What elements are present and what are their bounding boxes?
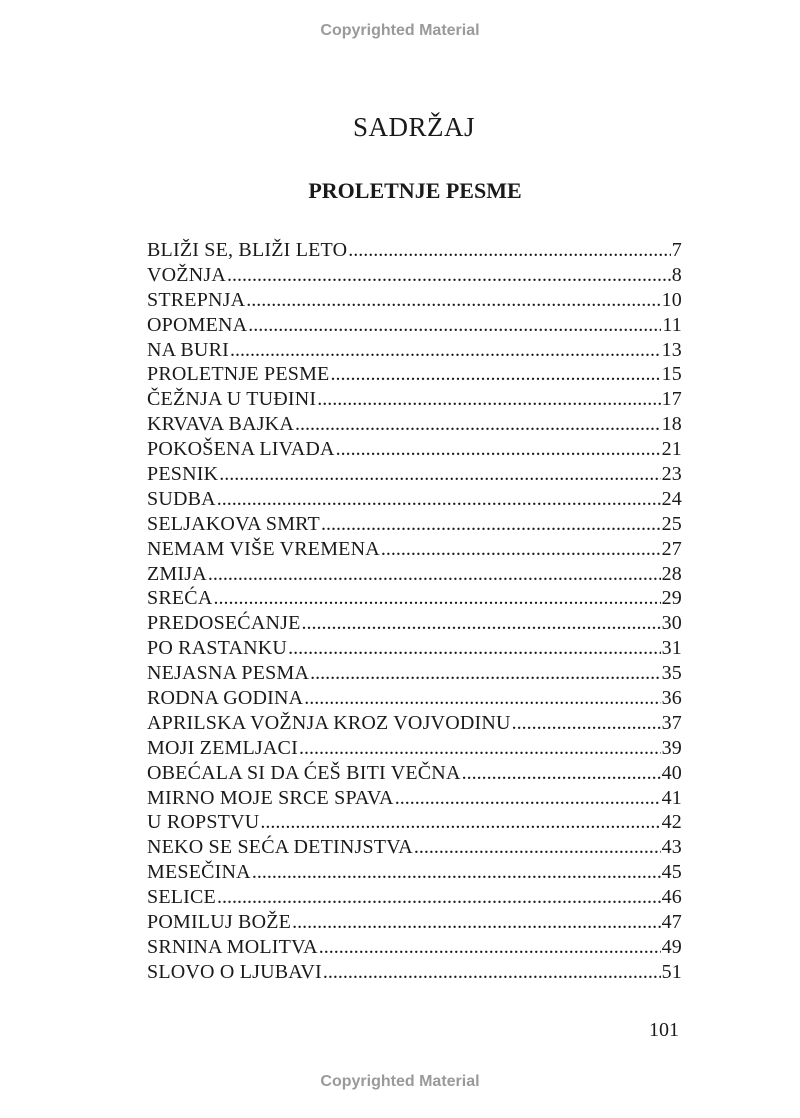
toc-entry-page: 39 <box>661 736 682 759</box>
toc-entry-title: KRVAVA BAJKA <box>147 413 294 436</box>
toc-entry-page: 18 <box>661 413 682 436</box>
toc-entry-title: NA BURI <box>147 338 229 361</box>
toc-entry-title: SLOVO O LJUBAVI <box>147 960 322 983</box>
toc-entry-page: 43 <box>661 836 682 859</box>
dot-leader <box>304 686 660 711</box>
toc-entry-title: U ROPSTVU <box>147 811 260 834</box>
toc-entry <box>147 736 682 761</box>
dot-leader <box>323 960 661 985</box>
toc-entry <box>147 338 682 363</box>
toc-entry <box>147 362 682 387</box>
dot-leader <box>462 761 661 786</box>
toc-entry-page: 10 <box>661 288 682 311</box>
toc-entry-title: STREPNJA <box>147 288 246 311</box>
toc-entry <box>147 412 682 437</box>
toc-entry-page: 31 <box>661 637 682 660</box>
dot-leader <box>336 437 661 462</box>
dot-leader <box>310 661 661 686</box>
toc-entry-title: PREDOSEĆANJE <box>147 612 301 635</box>
toc-entry-page: 8 <box>671 263 682 286</box>
dot-leader <box>246 288 660 313</box>
toc-entry-page: 37 <box>661 711 682 734</box>
toc-entry <box>147 263 682 288</box>
dot-leader <box>321 512 661 537</box>
toc-entry-page: 13 <box>661 338 682 361</box>
dot-leader <box>208 562 661 587</box>
dot-leader <box>330 362 660 387</box>
page-title: SADRŽAJ <box>352 112 476 142</box>
dot-leader <box>295 412 661 437</box>
toc-entry <box>147 711 682 736</box>
toc-entry <box>147 661 682 686</box>
toc-entry-page: 29 <box>661 587 682 610</box>
toc-entry-title: ZMIJA <box>147 562 207 585</box>
toc-entry-page: 49 <box>661 935 682 958</box>
dot-leader <box>219 462 660 487</box>
toc-entry-page: 21 <box>661 438 682 461</box>
toc-entry-title: VOŽNJA <box>147 263 226 286</box>
toc-entry-page: 51 <box>661 960 682 983</box>
dot-leader <box>302 611 661 636</box>
toc-entry <box>147 437 682 462</box>
toc-entry <box>147 313 682 338</box>
toc-entry-page: 46 <box>661 886 682 909</box>
toc-entry-page: 41 <box>661 786 682 809</box>
dot-leader <box>395 786 661 811</box>
toc-entry <box>147 636 682 661</box>
toc-entry-title: BLIŽI SE, BLIŽI LETO <box>147 239 348 261</box>
toc-entry <box>147 611 682 636</box>
toc-entry-title: OBEĆALA SI DA ĆEŠ BITI VEČNA <box>147 761 461 784</box>
page-number: 101 <box>649 1019 679 1041</box>
toc-entry <box>147 288 682 313</box>
toc-entry-page: 40 <box>661 761 682 784</box>
toc-entry-title: NEMAM VIŠE VREMENA <box>147 537 380 560</box>
toc-entry-page: 28 <box>661 562 682 585</box>
toc-entry <box>147 860 682 885</box>
dot-leader <box>252 860 661 885</box>
toc-entry-title: OPOMENA <box>147 313 248 336</box>
toc-entry-title: PESNIK <box>147 463 219 486</box>
toc-entry <box>147 810 682 835</box>
toc-entry-title: MESEČINA <box>147 861 251 884</box>
toc-entry <box>147 586 682 611</box>
toc-entry-title: MIRNO MOJE SRCE SPAVA <box>147 786 394 809</box>
table-of-contents <box>147 238 682 985</box>
toc-entry-page: 17 <box>661 388 682 411</box>
toc-entry <box>147 387 682 412</box>
toc-entry-page: 45 <box>661 861 682 884</box>
toc-entry <box>147 885 682 910</box>
toc-entry <box>147 686 682 711</box>
dot-leader <box>292 910 661 935</box>
toc-entry-title: RODNA GODINA <box>147 687 304 710</box>
dot-leader <box>227 263 671 288</box>
toc-entry-page: 7 <box>671 239 682 261</box>
dot-leader <box>230 338 661 363</box>
toc-entry-title: POKOŠENA LIVADA <box>147 438 335 461</box>
toc-entry-title: NEJASNA PESMA <box>147 662 310 685</box>
toc-entry <box>147 487 682 512</box>
dot-leader <box>260 810 660 835</box>
dot-leader <box>213 586 660 611</box>
toc-entry <box>147 786 682 811</box>
dot-leader <box>217 885 661 910</box>
toc-entry <box>147 910 682 935</box>
toc-entry-title: SELJAKOVA SMRT <box>147 512 320 535</box>
section-heading: PROLETNJE PESME <box>308 178 522 203</box>
toc-entry <box>147 960 682 985</box>
toc-entry-title: SREĆA <box>147 587 213 610</box>
toc-entry <box>147 512 682 537</box>
watermark-top: Copyrighted Material <box>320 22 480 39</box>
toc-entry-title: PROLETNJE PESME <box>147 363 330 386</box>
toc-entry-title: POMILUJ BOŽE <box>147 911 292 934</box>
toc-entry-title: SELICE <box>147 886 216 909</box>
dot-leader <box>288 636 661 661</box>
dot-leader <box>414 835 661 860</box>
dot-leader <box>299 736 661 761</box>
toc-entry-page: 42 <box>661 811 682 834</box>
toc-entry <box>147 462 682 487</box>
dot-leader <box>317 387 660 412</box>
toc-entry <box>147 935 682 960</box>
toc-entry-page: 25 <box>661 512 682 535</box>
toc-entry <box>147 562 682 587</box>
toc-entry-title: ČEŽNJA U TUĐINI <box>147 388 317 411</box>
toc-entry <box>147 835 682 860</box>
toc-entry-page: 35 <box>661 662 682 685</box>
toc-entry <box>147 537 682 562</box>
toc-entry-page: 24 <box>661 487 682 510</box>
toc-entry-title: NEKO SE SEĆA DETINJSTVA <box>147 836 413 859</box>
dot-leader <box>381 537 661 562</box>
dot-leader <box>319 935 661 960</box>
toc-entry <box>147 238 682 263</box>
toc-entry-title: SRNINA MOLITVA <box>147 935 318 958</box>
toc-entry-title: PO RASTANKU <box>147 637 288 660</box>
dot-leader <box>248 313 661 338</box>
toc-entry-page: 30 <box>661 612 682 635</box>
dot-leader <box>217 487 661 512</box>
watermark-bottom: Copyrighted Material <box>320 1073 480 1090</box>
toc-entry-page: 27 <box>661 537 682 560</box>
toc-entry-title: APRILSKA VOŽNJA KROZ VOJVODINU <box>147 711 511 734</box>
toc-entry-page: 11 <box>662 313 682 336</box>
toc-entry-page: 23 <box>661 463 682 486</box>
toc-entry-page: 15 <box>661 363 682 386</box>
toc-entry-title: MOJI ZEMLJACI <box>147 736 298 759</box>
toc-entry-page: 36 <box>661 687 682 710</box>
toc-entry-page: 47 <box>661 911 682 934</box>
dot-leader <box>512 711 661 736</box>
toc-entry <box>147 761 682 786</box>
toc-entry-title: SUDBA <box>147 487 216 510</box>
dot-leader <box>348 238 671 263</box>
